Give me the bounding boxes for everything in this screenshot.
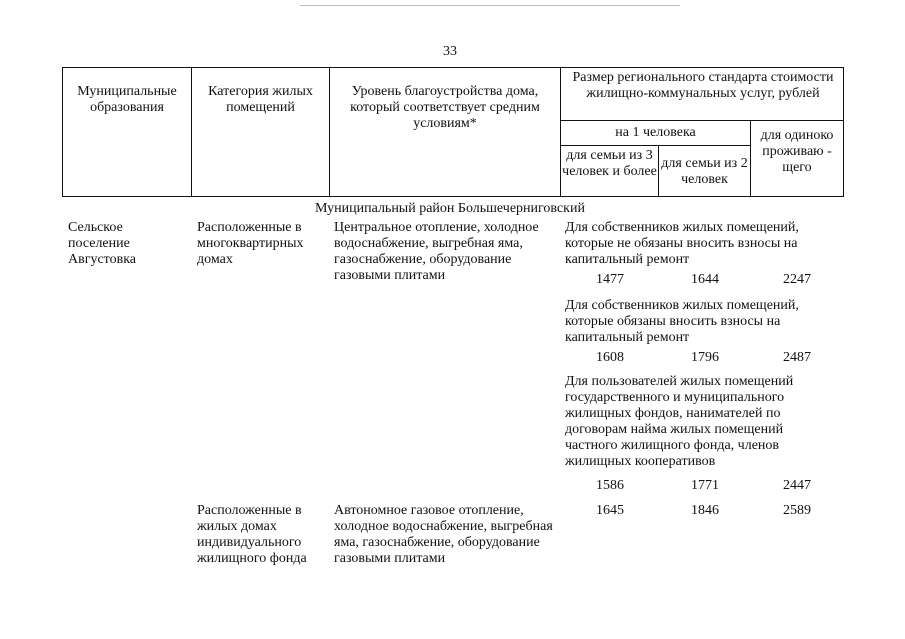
header-municipality: Муниципальные образования <box>77 84 177 115</box>
district-title: Муниципальный район Большечерниговский <box>315 201 585 216</box>
header-level: Уровень благоустройства дома, который соответствует средним условиям* <box>350 84 540 131</box>
row2-level: Автономное газовое отопление, холодное водоснабжение, выгребная яма, газоснабжение, оборудование газовыми плитами <box>334 503 553 566</box>
row1-group2-family2-value: 1796 <box>691 350 719 365</box>
row2-category: Расположенные в жилых домах индивидуального жилищного фонда <box>197 503 307 566</box>
header-per-person: на 1 человека <box>615 125 696 140</box>
row1-group3-single-value: 2447 <box>783 478 811 493</box>
row1-group1-label: Для собственников жилых помещений, которые не обязаны вносить взносы на капитальный ремонт <box>565 220 799 267</box>
row1-group1-single-value: 2247 <box>783 272 811 287</box>
row1-group2-family3-value: 1608 <box>596 350 624 365</box>
row1-group2-single-value: 2487 <box>783 350 811 365</box>
row2-family3-value: 1645 <box>596 503 624 518</box>
row1-municipality: Сельское поселение Августовка <box>68 220 137 267</box>
row1-group3-family3-value: 1586 <box>596 478 624 493</box>
page-number: 33 <box>443 44 457 59</box>
header-family2: для семьи из 2 человек <box>661 156 748 187</box>
header-category: Категория жилых помещений <box>208 84 313 115</box>
row1-group3-family2-value: 1771 <box>691 478 719 493</box>
header-single: для одиноко проживаю - щего <box>760 128 834 175</box>
row2-single-value: 2589 <box>783 503 811 518</box>
row1-group3-label: Для пользователей жилых помещений государственного и муниципального жилищных фондов, нанимателей по договорам найма жилых помещений частного жилищного фонда, членов жилищных кооперативов <box>565 374 794 469</box>
row2-family2-value: 1846 <box>691 503 719 518</box>
scan-artifact <box>300 5 680 6</box>
row1-group1-family3-value: 1477 <box>596 272 624 287</box>
row1-level: Центральное отопление, холодное водоснабжение, выгребная яма, газоснабжение, оборудование газовыми плитами <box>334 220 539 283</box>
header-standard: Размер регионального стандарта стоимости жилищно-коммунальных услуг, рублей <box>572 70 834 101</box>
row1-category: Расположенные в многоквартирных домах <box>197 220 304 267</box>
row1-group1-family2-value: 1644 <box>691 272 719 287</box>
header-family3: для семьи из 3 человек и более <box>562 148 657 179</box>
row1-group2-label: Для собственников жилых помещений, которые обязаны вносить взносы на капитальный ремонт <box>565 298 799 345</box>
